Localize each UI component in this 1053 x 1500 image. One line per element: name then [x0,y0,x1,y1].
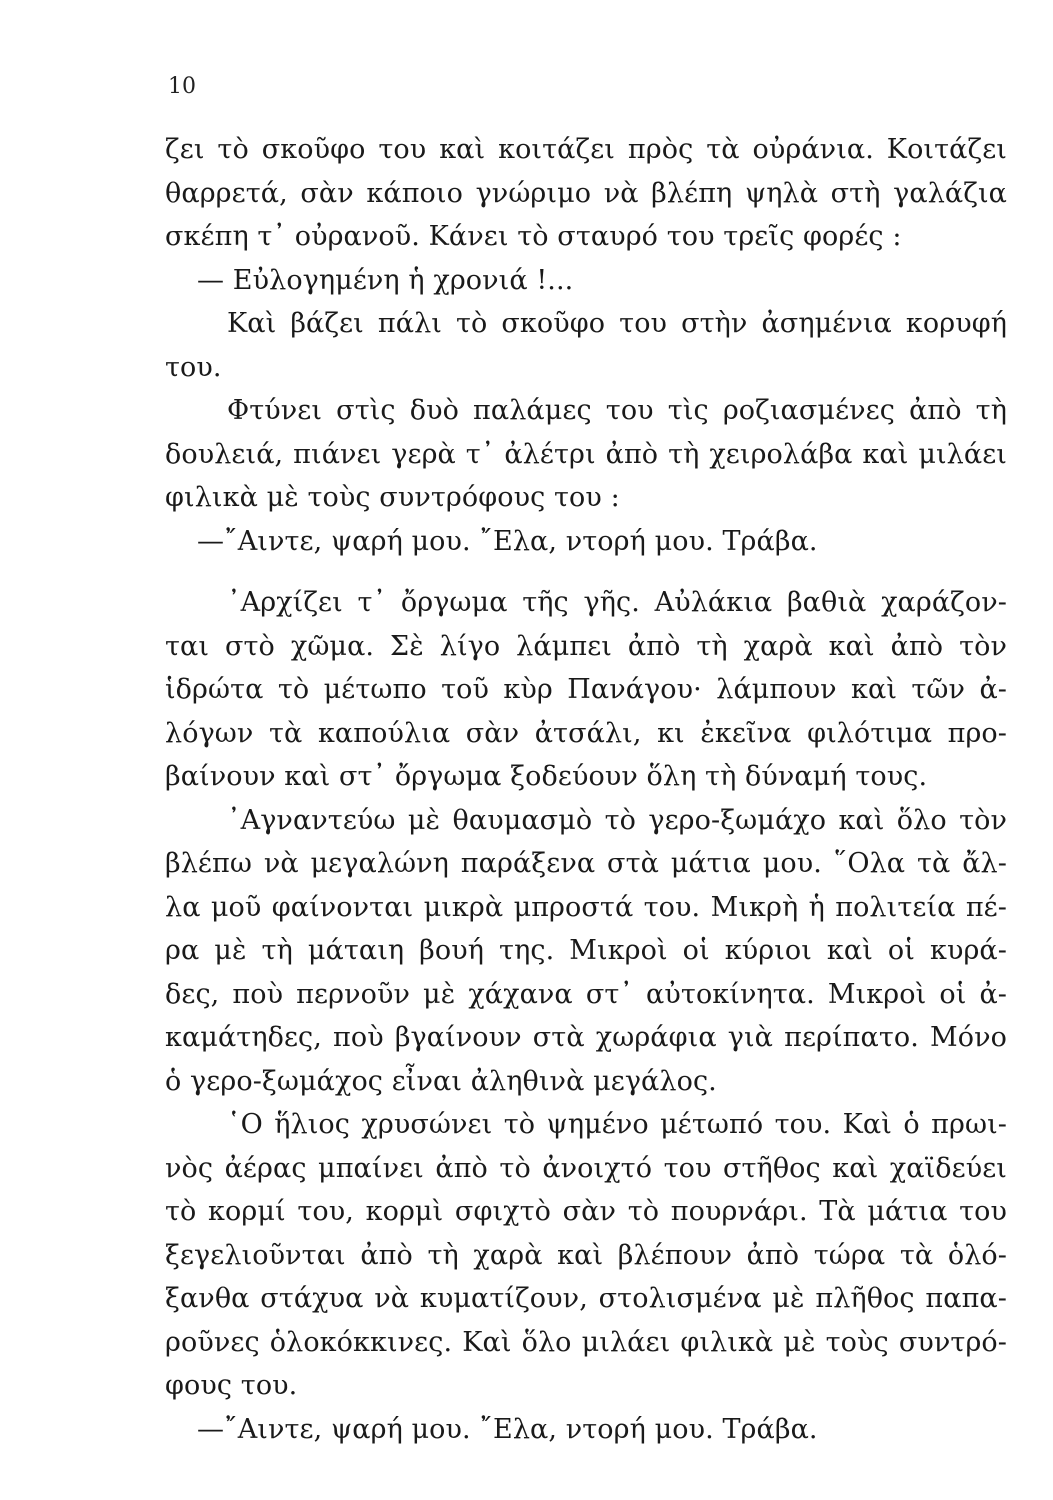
text-line: ὁ γερο-ξωμάχος εἶναι ἀληθινὰ μεγάλος. [165,1065,717,1097]
text-line: ται στὸ χῶμα. Σὲ λίγο λάμπει ἀπὸ τὴ χαρὰ καὶ ἀπὸ τὸν [165,630,1007,662]
page-number: 10 [168,74,196,99]
dialogue-line: — Εὐλογημένη ἡ χρονιά !... [197,264,574,296]
text-line: ροῦνες ὁλοκόκκινες. Καὶ ὅλο μιλάει φιλικὰ μὲ τοὺς συντρό- [165,1326,1007,1358]
text-line: θαρρετά, σὰν κάποιο γνώριμο νὰ βλέπη ψηλὰ στὴ γαλάζια [165,177,1007,209]
text-line: ξανθα στάχυα νὰ κυματίζουν, στολισμένα μὲ πλῆθος παπα- [165,1283,1007,1314]
paragraph-start-line: ᾿Αγναντεύω μὲ θαυμασμὸ τὸ γερο-ξωμάχο καὶ ὅλο τὸν [227,804,1007,836]
paragraph-start-line: ᾿Αρχίζει τ᾿ ὄργωμα τῆς γῆς. Αὐλάκια βαθιὰ χαράζον- [227,587,1007,618]
text-line: βλέπω νὰ μεγαλώνη παράξενα στὰ μάτια μου. ῞Ολα τὰ ἄλ- [165,848,1007,879]
text-line: λόγων τὰ καπούλια σὰν ἀτσάλι, κι ἐκεῖνα φιλότιμα προ- [165,717,1007,749]
text-line: ξεγελιοῦνται ἀπὸ τὴ χαρὰ καὶ βλέπουν ἀπὸ τώρα τὰ ὁλό- [165,1239,1007,1271]
text-line: ἱδρώτα τὸ μέτωπο τοῦ κὺρ Πανάγου· λάμπουν καὶ τῶν ἀ- [165,674,1007,705]
text-line: ζει τὸ σκοῦφο του καὶ κοιτάζει πρὸς τὰ οὐράνια. Κοιτάζει [165,134,1007,165]
text-line: φιλικὰ μὲ τοὺς συντρόφους του : [165,482,620,513]
text-line: καμάτηδες, ποὺ βγαίνουν στὰ χωράφια γιὰ περίπατο. Μόνο [165,1022,1007,1053]
dialogue-line: —῎Αιντε, ψαρή μου. ῎Ελα, ντορή μου. Τράβα. [197,525,818,557]
text-line: ρα μὲ τὴ μάταιη βουή της. Μικροὶ οἱ κύριοι καὶ οἱ κυρά- [165,935,1007,966]
paragraph-start-line: Φτύνει στὶς δυὸ παλάμες του τὶς ροζιασμένες ἀπὸ τὴ [227,395,1007,426]
paragraph-start-line: ῾Ο ἥλιος χρυσώνει τὸ ψημένο μέτωπό του. Καὶ ὁ πρωι- [227,1109,1007,1140]
text-line: βαίνουν καὶ στ᾿ ὄργωμα ξοδεύουν ὅλη τὴ δύναμή τους. [165,761,928,792]
text-line: σκέπη τ᾿ οὐρανοῦ. Κάνει τὸ σταυρό του τρεῖς φορές : [165,221,902,252]
text-line: τὸ κορμί του, κορμὶ σφιχτὸ σὰν τὸ πουρνάρι. Τὰ μάτια του [165,1196,1007,1227]
dialogue-line: —῎Αιντε, ψαρή μου. ῎Ελα, ντορή μου. Τράβα. [197,1413,818,1445]
body-text [165,128,1007,1451]
text-line: λα μοῦ φαίνονται μικρὰ μπροστά του. Μικρὴ ἡ πολιτεία πέ- [165,891,1007,923]
text-line: νὸς ἀέρας μπαίνει ἀπὸ τὸ ἀνοιχτό του στῆθος καὶ χαϊδεύει [165,1152,1007,1184]
text-line: δες, ποὺ περνοῦν μὲ χάχανα στ᾿ αὐτοκίνητα. Μικροὶ οἱ ἀ- [165,978,1007,1010]
paragraph-start-line: Καὶ βάζει πάλι τὸ σκοῦφο του στὴν ἀσημένια κορυφή [227,308,1007,339]
text-line: φους του. [165,1370,298,1401]
text-line: του. [165,351,222,383]
text-line: δουλειά, πιάνει γερὰ τ᾿ ἀλέτρι ἀπὸ τὴ χειρολάβα καὶ μιλάει [165,438,1007,470]
